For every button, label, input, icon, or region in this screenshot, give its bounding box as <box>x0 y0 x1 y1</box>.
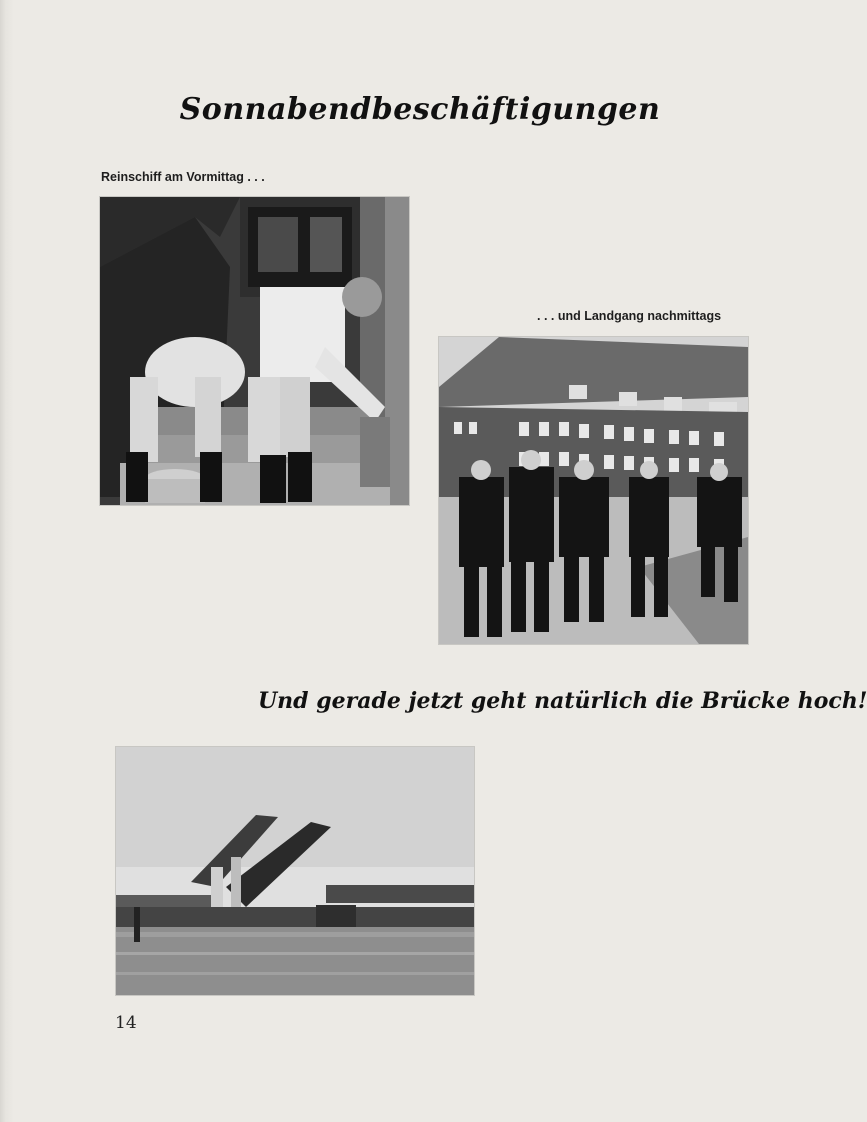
caption-afternoon: . . . und Landgang nachmittags <box>537 309 722 323</box>
photo-sailors-shore-leave <box>439 337 748 644</box>
photo-cleaning-stairs <box>100 197 409 505</box>
page-number: 14 <box>115 1013 137 1033</box>
caption-morning: Reinschiff am Vormittag . . . <box>101 170 265 184</box>
headline: Und gerade jetzt geht natürlich die Brücke hoch! <box>258 688 867 714</box>
page-binding-edge <box>0 0 14 1122</box>
page-title: Sonnabendbeschäftigungen <box>179 92 661 127</box>
photo-bascule-bridge <box>116 747 474 995</box>
